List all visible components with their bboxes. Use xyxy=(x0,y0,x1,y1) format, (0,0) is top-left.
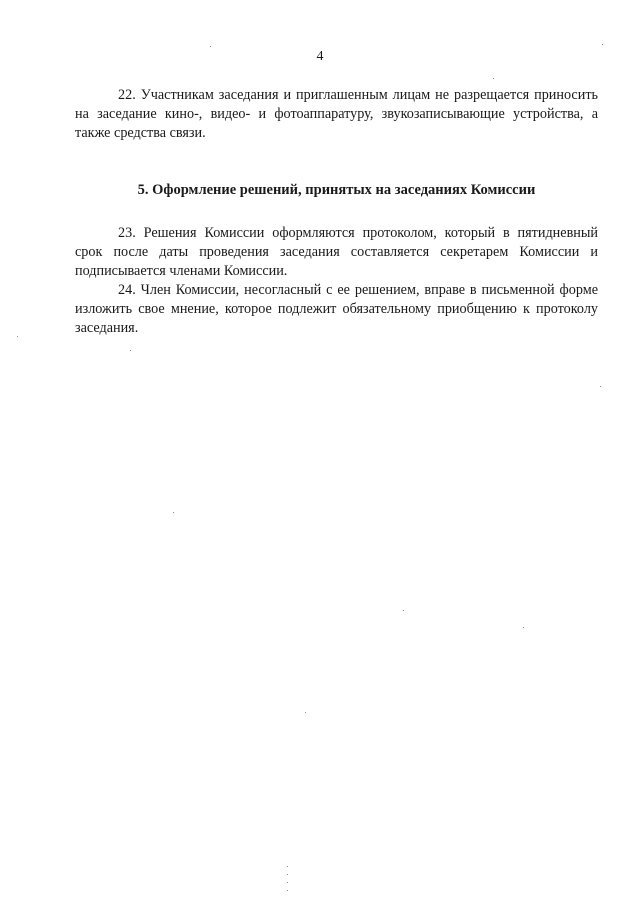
scan-speck xyxy=(287,874,288,875)
scan-speck xyxy=(305,712,306,713)
page-number: 4 xyxy=(316,49,324,64)
scan-speck xyxy=(403,610,404,611)
scan-speck xyxy=(287,866,288,867)
paragraph-22: 22. Участникам заседания и приглашенным лицам не разрещается приносить на заседание кино-, видео- и фотоаппаратуру, звукозаписывающие устройства, а также средства связи. xyxy=(75,87,598,141)
paragraph-24: 24. Член Комиссии, несогласный с ее решением, вправе в письменной форме изложить свое мнение, которое подлежит обязательному приобщению к протоколу заседания. xyxy=(75,282,598,336)
scan-speck xyxy=(523,627,524,628)
scan-speck xyxy=(210,46,211,47)
scan-speck xyxy=(173,512,174,513)
scan-speck xyxy=(493,78,494,79)
scan-speck xyxy=(287,890,288,891)
section-heading: 5. Оформление решений, принятых на заседаниях Комиссии xyxy=(137,182,536,198)
scan-speck xyxy=(600,386,601,387)
scan-speck xyxy=(287,882,288,883)
scan-speck xyxy=(17,336,18,337)
paragraph-23: 23. Решения Комиссии оформляются протоколом, который в пятидневный срок после даты проведения заседания составляется секретарем Комиссии и подписывается членами Комиссии. xyxy=(75,225,598,279)
scan-speck xyxy=(602,44,603,45)
scan-speck xyxy=(130,350,131,351)
document-body xyxy=(75,86,598,338)
